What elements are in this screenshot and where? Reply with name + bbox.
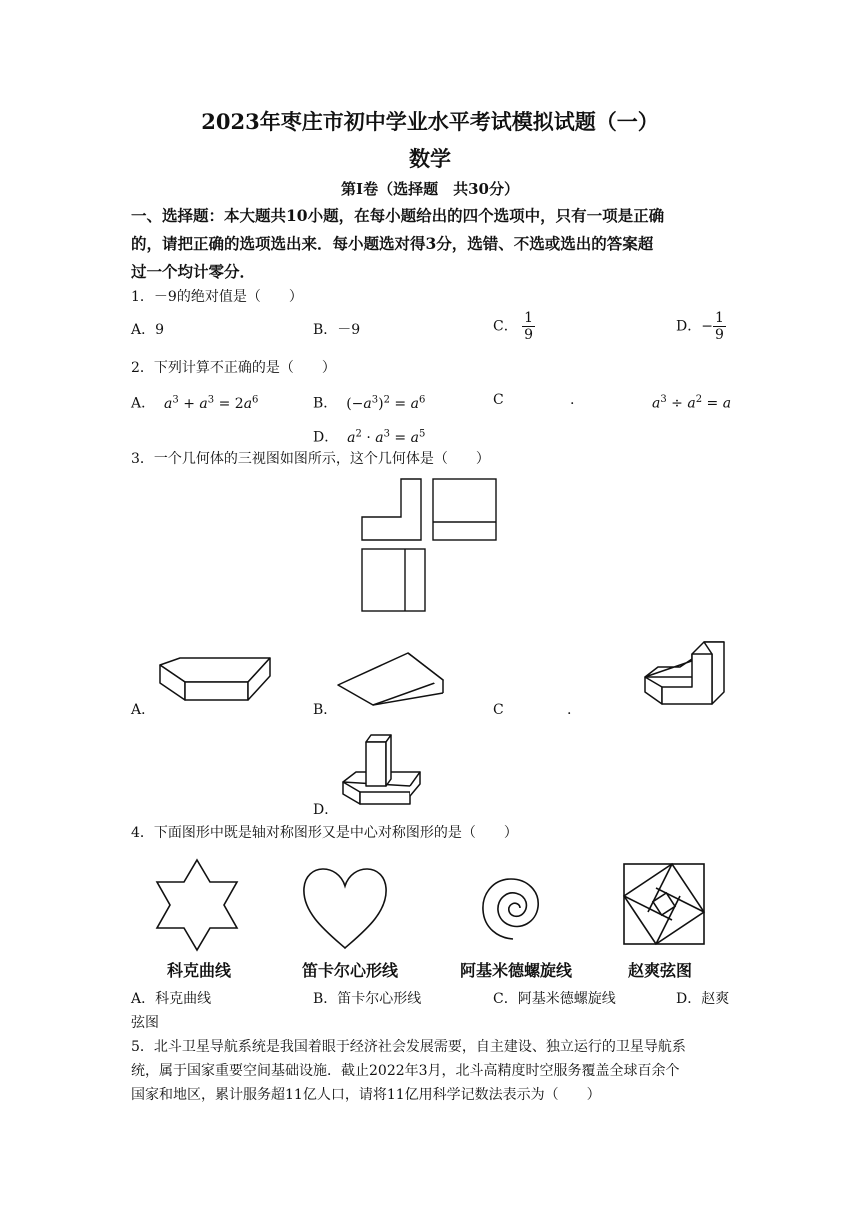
q2-option-a-formula: $a^3 + a^3 = 2a^6$ [164, 394, 259, 412]
q3-option-d-label[interactable]: D． [313, 802, 339, 818]
q2-option-a-label: A． [131, 395, 156, 412]
q4-caption-koch: 科克曲线 [167, 961, 232, 980]
q1-option-d[interactable] [676, 310, 726, 343]
q5-stem-line-2: 统，属于国家重要空间基础设施．截止2022年3月，北斗高精度时空服务覆盖全球百余个 [131, 1063, 680, 1079]
section-heading: 第Ⅰ卷（选择题 共30分） [341, 180, 519, 198]
q2-option-a[interactable] [131, 390, 258, 414]
q2-option-c-dot: . [570, 392, 575, 408]
page-title: 2023年枣庄市初中学业水平考试模拟试题（一） [201, 109, 659, 134]
q2-option-b-label: B． [313, 395, 338, 412]
q1-d-numerator: 1 [714, 310, 724, 326]
q3-option-a-flat-box [155, 655, 275, 715]
cardioid-figure [298, 858, 393, 953]
q1-stem: 1．－9的绝对值是（ ） [131, 289, 303, 305]
instructions-line-1: 一、选择题：本大题共10小题，在每小题给出的四个选项中，只有一项是正确 [131, 206, 665, 225]
q4-caption-cardioid: 笛卡尔心形线 [302, 961, 399, 980]
q2-option-d[interactable] [313, 424, 425, 448]
subject-title: 数学 [409, 146, 451, 171]
koch-curve-figure [150, 855, 245, 955]
q3-stem: 3．一个几何体的三视图如图所示，这个几何体是（ ） [131, 451, 490, 467]
q1-option-c[interactable] [493, 310, 535, 343]
q4-option-c[interactable]: C．阿基米德螺旋线 [493, 991, 616, 1007]
q3-option-c-label[interactable]: C [493, 702, 504, 718]
q1-option-b[interactable]: B．－9 [313, 322, 361, 338]
q3-option-c-dot: . [567, 702, 572, 718]
q2-option-d-label: D． [313, 429, 339, 446]
q2-stem: 2．下列计算不正确的是（ ） [131, 360, 336, 376]
q4-caption-spiral: 阿基米德螺旋线 [460, 961, 573, 980]
q2-option-c-formula: $a^3 \div a^2 = a$ [652, 394, 732, 412]
instructions-line-3: 过一个均计零分． [131, 262, 256, 281]
q3-option-d-pillar-on-slab [338, 730, 423, 808]
q3-option-c-l-block [640, 632, 730, 712]
q4-caption-zhao-shuang: 赵爽弦图 [628, 961, 693, 980]
q2-option-b-formula: $(-a^3)^2 = a^6$ [341, 394, 426, 412]
q3-option-b-label[interactable]: B． [313, 702, 338, 718]
q1-d-sign: − [701, 318, 713, 335]
q4-option-d[interactable]: D．赵爽 [676, 991, 730, 1007]
q1-option-c-fraction [522, 310, 535, 343]
q1-option-a[interactable]: A．9 [131, 322, 165, 338]
three-views-figure [355, 475, 505, 615]
zhao-shuang-diagram-figure [620, 860, 710, 950]
instructions-line-2: 的，请把正确的选项选出来．每小题选对得3分，选错、不选或选出的答案超 [131, 234, 654, 253]
q1-c-denominator: 9 [524, 327, 534, 343]
q3-option-a-label[interactable]: A． [131, 702, 156, 718]
side-view-shape [433, 479, 496, 540]
q2-option-c-label[interactable]: C [493, 392, 504, 408]
top-view-shape [362, 549, 425, 611]
q1-d-denominator: 9 [714, 327, 724, 343]
q1-c-numerator: 1 [524, 310, 534, 326]
q4-option-b[interactable]: B．笛卡尔心形线 [313, 991, 422, 1007]
q4-stem: 4．下面图形中既是轴对称图形又是中心对称图形的是（ ） [131, 825, 518, 841]
q3-option-b-wedge [333, 650, 448, 710]
front-view-shape [362, 479, 421, 540]
q1-option-c-label: C． [493, 318, 518, 335]
q2-option-d-formula: $a^2 \cdot a^3 = a^5$ [347, 428, 426, 446]
q5-stem-line-1: 5．北斗卫星导航系统是我国着眼于经济社会发展需要，自主建设、独立运行的卫星导航系 [131, 1039, 686, 1055]
q5-stem-line-3: 国家和地区，累计服务超11亿人口，请将11亿用科学记数法表示为（ ） [131, 1087, 601, 1103]
archimedean-spiral-figure [465, 858, 560, 953]
q1-option-d-fraction [713, 310, 726, 343]
q4-option-a[interactable]: A．科克曲线 [131, 991, 212, 1007]
q4-option-d-wrap: 弦图 [131, 1015, 159, 1031]
q2-option-b[interactable] [313, 390, 425, 414]
q1-option-d-label: D． [676, 318, 702, 335]
